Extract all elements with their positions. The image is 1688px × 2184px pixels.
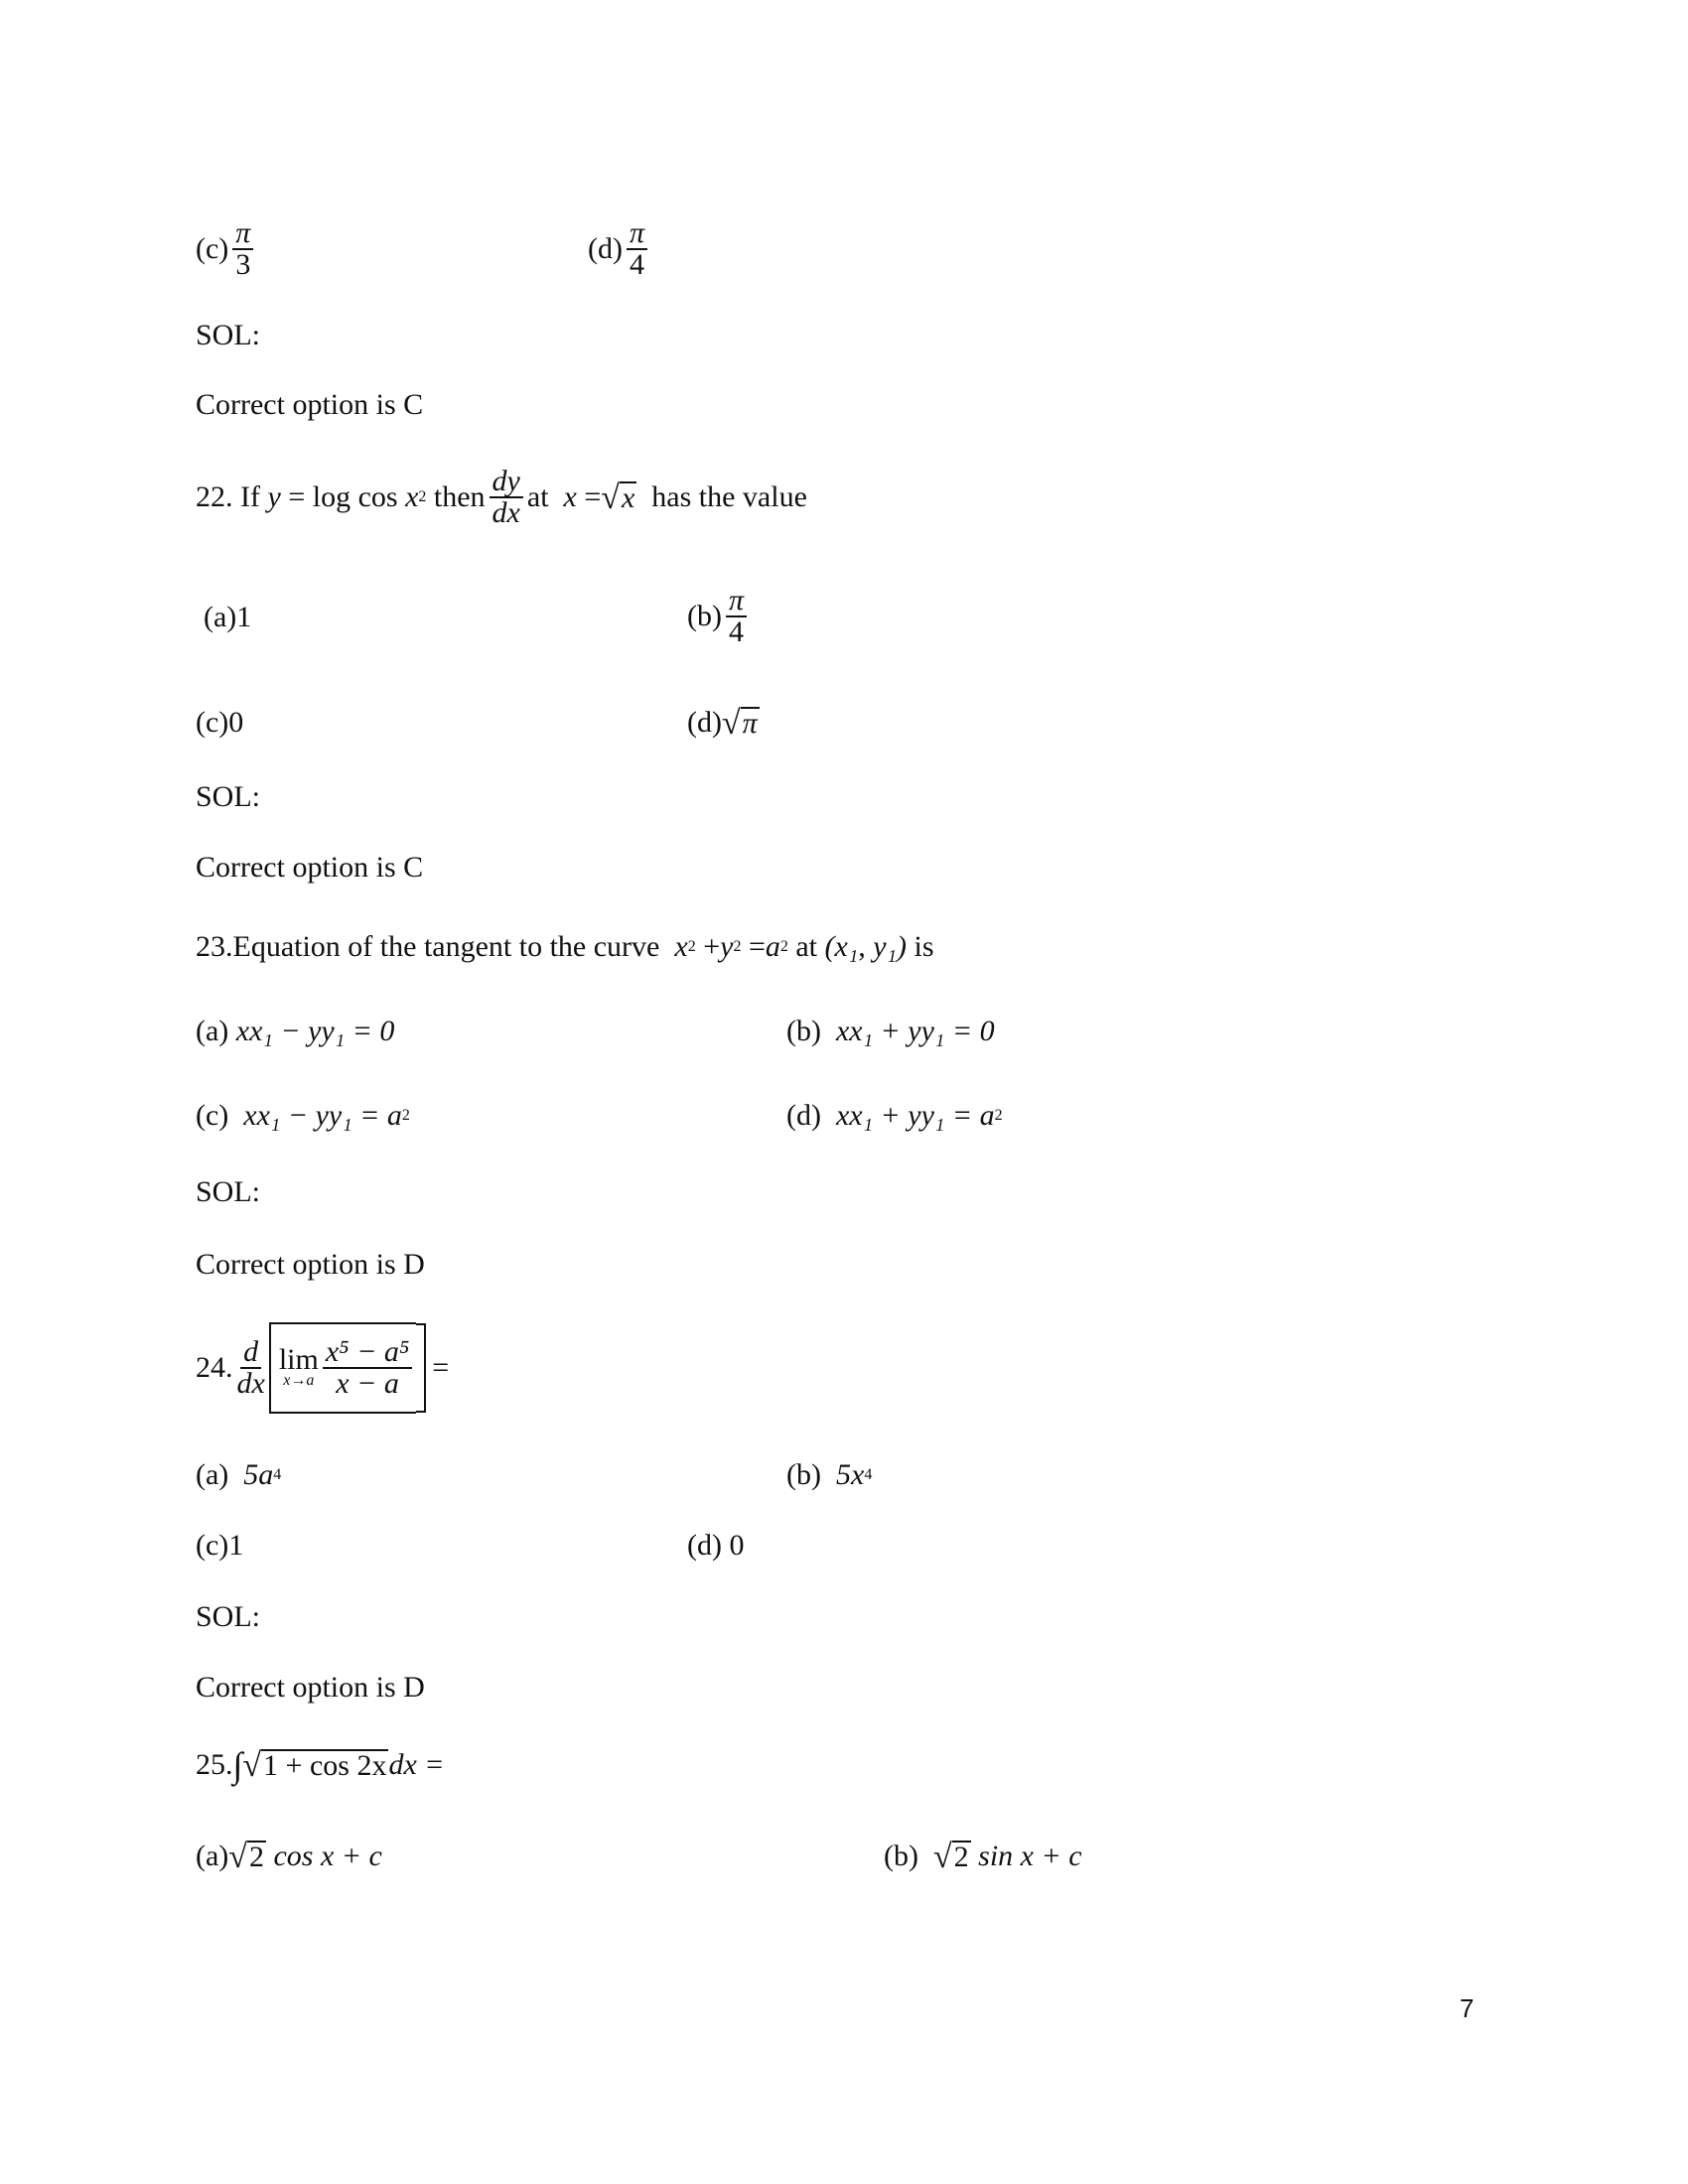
lim-subscript: x→a	[283, 1372, 315, 1389]
q23-option-b	[786, 1014, 995, 1049]
limit	[278, 1343, 319, 1389]
q-prefix: 23.Equation of the tangent to the curve	[196, 930, 660, 963]
point: (x₁, y₁)	[824, 930, 907, 963]
var: x	[405, 480, 419, 513]
text: at	[526, 480, 549, 513]
option-label: (b)	[884, 1840, 918, 1872]
option-label: (d)	[588, 232, 623, 265]
q22-option-a: (a)1	[204, 601, 252, 633]
expression: 5a	[243, 1458, 274, 1491]
q-prefix: 24.	[196, 1351, 233, 1384]
denominator: 4	[729, 615, 744, 648]
numerator: π	[232, 218, 253, 250]
numerator: π	[627, 218, 647, 250]
radicand: π	[742, 707, 758, 740]
sqrt: √ 2	[228, 1839, 264, 1875]
expression: cos x + c	[273, 1840, 382, 1872]
option-label: (a)	[196, 1015, 229, 1047]
q24-question	[196, 1320, 449, 1416]
q21-option-d	[588, 218, 651, 280]
radicand: 2	[248, 1841, 264, 1873]
option-label: (b)	[786, 1015, 821, 1047]
expression: xx₁ + yy₁ = 0	[835, 1015, 995, 1047]
option-label: (b)	[786, 1458, 821, 1491]
q22-option-b	[687, 586, 751, 647]
bracket	[269, 1322, 416, 1414]
denominator: 4	[630, 248, 644, 281]
sqrt: √ π	[721, 705, 758, 742]
page-number: 7	[1460, 1993, 1475, 2023]
integral-sign: ∫	[232, 1745, 243, 1785]
var: x	[674, 930, 688, 963]
text: has the value	[651, 480, 807, 513]
option-label: (c)	[196, 232, 229, 265]
sqrt: √ 2	[932, 1839, 969, 1875]
q22-answer: Correct option is C	[196, 851, 424, 884]
var: a	[765, 930, 780, 963]
q24-option-b: (b) 5x 4	[786, 1458, 873, 1491]
option-label: (a)	[196, 1840, 229, 1872]
q23-option-a	[196, 1014, 394, 1049]
q24-sol: SOL:	[196, 1600, 261, 1633]
q21-answer: Correct option is C	[196, 388, 424, 421]
q25-option-b	[884, 1839, 1082, 1874]
text: dx =	[388, 1748, 445, 1781]
numerator: dy	[490, 467, 523, 498]
var: x	[563, 480, 577, 513]
text: at	[795, 930, 818, 963]
var: y	[267, 480, 281, 513]
option-label: (c)	[196, 1099, 229, 1132]
lim-text: lim	[278, 1343, 319, 1376]
expression: sin x + c	[978, 1840, 1082, 1872]
q21-option-c	[196, 218, 257, 280]
q23-sol: SOL:	[196, 1175, 261, 1208]
derivative-fraction	[237, 1337, 265, 1399]
fraction	[232, 218, 253, 280]
text: is	[914, 930, 934, 963]
option-label: (b)	[687, 600, 722, 632]
text: +	[703, 930, 721, 963]
sqrt: √ x	[601, 479, 635, 516]
denominator: dx	[492, 496, 520, 529]
radicand: 1 + cos 2x	[263, 1749, 387, 1782]
q24-option-a: (a) 5a 4	[196, 1458, 282, 1491]
option-label: (d)	[786, 1099, 821, 1132]
text: =	[748, 930, 766, 963]
q23-answer: Correct option is D	[196, 1248, 425, 1281]
q23-option-c: (c) xx₁ − yy₁ = a 2	[196, 1099, 410, 1132]
q22-option-d	[687, 705, 760, 741]
sqrt: √ 1 + cos 2x	[242, 1747, 387, 1784]
q23-option-d: (d) xx₁ + yy₁ = a 2	[786, 1099, 1003, 1132]
text: then	[433, 480, 486, 513]
var: y	[720, 930, 734, 963]
q24-option-d: (d) 0	[687, 1529, 745, 1562]
fraction	[323, 1337, 412, 1399]
q22-option-c: (c)0	[196, 706, 244, 739]
expression: xx₁ + yy₁ = a	[835, 1099, 995, 1132]
bracket-close	[416, 1323, 426, 1413]
denominator: x − a	[336, 1367, 399, 1400]
numerator: π	[726, 586, 747, 617]
option-label: (d)	[687, 706, 722, 739]
numerator: x⁵ − a⁵	[323, 1337, 412, 1369]
q24-option-c: (c)1	[196, 1529, 244, 1562]
q25-question	[196, 1747, 445, 1783]
q-prefix: 25.	[196, 1748, 233, 1781]
fraction	[726, 586, 747, 647]
q22-question: 22. If y = log cos x 2 then $\frac{dy}{dx}$ at x = √ x has the value	[196, 465, 807, 529]
q24-answer: Correct option is D	[196, 1671, 425, 1704]
radicand: 2	[953, 1841, 969, 1873]
text: =	[584, 480, 602, 513]
numerator: d	[240, 1337, 261, 1369]
text: =	[432, 1351, 450, 1384]
q21-sol: SOL:	[196, 319, 261, 351]
q-prefix: 22. If	[196, 480, 260, 513]
denominator: dx	[236, 1367, 265, 1400]
fraction	[627, 218, 647, 280]
expression: xx₁ − yy₁ = a	[243, 1099, 402, 1132]
q23-question: 23.Equation of the tangent to the curve x 2 + y 2 = a 2 at (x₁, y₁) is	[196, 930, 934, 963]
expression: xx₁ − yy₁ = 0	[235, 1015, 395, 1047]
q22-sol: SOL:	[196, 780, 261, 813]
text: = log cos	[288, 480, 398, 513]
derivative-fraction	[490, 467, 523, 528]
expression: 5x	[835, 1458, 865, 1491]
option-label: (a)	[196, 1458, 229, 1491]
radicand: x	[621, 481, 635, 514]
q25-option-a	[196, 1839, 382, 1874]
denominator: 3	[235, 248, 251, 281]
